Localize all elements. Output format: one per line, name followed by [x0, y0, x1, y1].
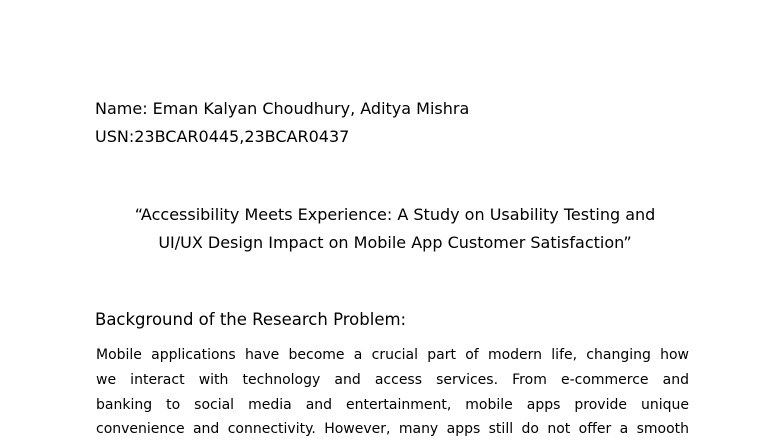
paragraph-line: we interact with technology and access services. From e-commerce and [96, 372, 689, 388]
document-title-line-2: UI/UX Design Impact on Mobile App Customer Satisfaction” [158, 233, 632, 252]
author-usn: USN:23BCAR0445,23BCAR0437 [95, 127, 350, 146]
section-heading: Background of the Research Problem: [95, 310, 407, 329]
paragraph-line: convenience and connectivity. However, many apps still do not offer a smooth [96, 421, 689, 437]
author-names: Name: Eman Kalyan Choudhury, Aditya Mishra [95, 99, 470, 118]
document-title-line-1: “Accessibility Meets Experience: A Study on Usability Testing and [134, 205, 656, 224]
paragraph-line: Mobile applications have become a crucial part of modern life, changing how [96, 347, 689, 363]
paragraph-line: banking to social media and entertainment, mobile apps provide unique [96, 397, 689, 413]
